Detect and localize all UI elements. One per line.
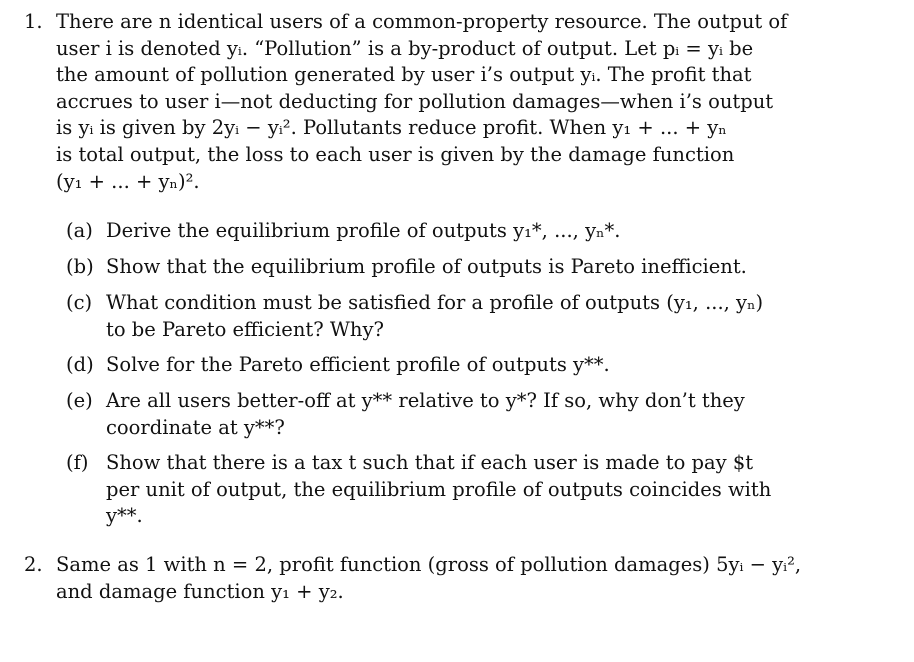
part-label: (d) bbox=[66, 353, 94, 376]
problem-1-line-2: user i is denoted yᵢ. “Pollution” is a by-product of output. Let pᵢ = yᵢ be bbox=[56, 36, 754, 60]
problem-1-number: 1. bbox=[24, 10, 43, 33]
part-label: (c) bbox=[66, 291, 93, 314]
part-label: (e) bbox=[66, 389, 93, 412]
part-c-line-2: to be Pareto efficient? Why? bbox=[106, 317, 384, 341]
part-f-line-1: Show that there is a tax t such that if each user is made to pay $t bbox=[106, 451, 754, 474]
part-f-line-3: y**. bbox=[106, 504, 143, 528]
part-b-line-1: Show that the equilibrium profile of outputs is Pareto inefficient. bbox=[106, 255, 747, 278]
problem-1-part-a bbox=[66, 218, 866, 245]
problem-2 bbox=[24, 552, 884, 605]
part-c-line-1: What condition must be satisfied for a profile of outputs (y₁, ..., yₙ) bbox=[106, 291, 764, 314]
part-label: (f) bbox=[66, 451, 89, 474]
problem-1-part-b bbox=[66, 254, 866, 281]
problem-1-line-1: There are n identical users of a common-property resource. The output of bbox=[56, 10, 788, 33]
problem-2-line-2: and damage function y₁ + y₂. bbox=[56, 579, 344, 603]
problem-1-line-3: the amount of pollution generated by user i’s output yᵢ. The profit that bbox=[56, 63, 752, 87]
part-label: (a) bbox=[66, 219, 93, 242]
problem-2-number: 2. bbox=[24, 553, 43, 576]
part-e-line-2: coordinate at y**? bbox=[106, 415, 285, 439]
problem-1-line-4: accrues to user i—not deducting for pollution damages—when i’s output bbox=[56, 89, 774, 113]
part-e-line-1: Are all users better-off at y** relative to y*? If so, why don’t they bbox=[106, 389, 745, 412]
problem-2-line-1: Same as 1 with n = 2, profit function (gross of pollution damages) 5yᵢ − yᵢ², bbox=[56, 553, 802, 576]
problem-1-part-f bbox=[66, 450, 866, 530]
problem-1-line-7: (y₁ + ... + yₙ)². bbox=[56, 169, 200, 193]
part-d-line-1: Solve for the Pareto efficient profile of outputs y**. bbox=[106, 353, 610, 376]
part-label: (b) bbox=[66, 255, 94, 278]
problem-1-part-e bbox=[66, 388, 866, 441]
problem-1 bbox=[24, 9, 884, 195]
part-a-line-1: Derive the equilibrium profile of outputs y₁*, ..., yₙ*. bbox=[106, 219, 621, 242]
problem-1-line-5: is yᵢ is given by 2yᵢ − yᵢ². Pollutants reduce profit. When y₁ + ... + yₙ bbox=[56, 116, 727, 140]
problem-1-line-6: is total output, the loss to each user is given by the damage function bbox=[56, 142, 735, 166]
problem-1-part-c bbox=[66, 290, 866, 343]
problem-1-part-d bbox=[66, 352, 866, 379]
part-f-line-2: per unit of output, the equilibrium profile of outputs coincides with bbox=[106, 477, 772, 501]
